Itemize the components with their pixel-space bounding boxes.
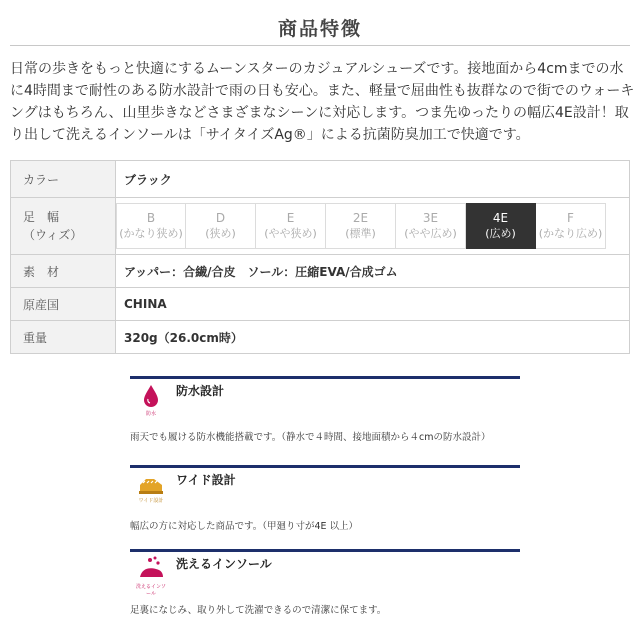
- feature-description: 雨天でも履ける防水機能搭載です。（静水で４時間、接地面積から４cmの防水設計）: [130, 432, 491, 443]
- width-code: 4E: [492, 211, 509, 225]
- feature-top-bar: [130, 465, 520, 468]
- color-value: ブラック: [116, 161, 630, 198]
- width-option-f: [536, 203, 606, 249]
- spec-row-color: [11, 161, 630, 198]
- width-sublabel: （ウィズ）: [23, 228, 83, 242]
- width-code: E: [286, 211, 295, 225]
- width-desc: (かなり広め): [538, 227, 603, 240]
- width-option-b: [116, 203, 186, 249]
- feature-top-bar: [130, 376, 520, 379]
- spec-row-weight: [11, 321, 630, 354]
- water-drop-icon: [136, 382, 166, 416]
- feature-description: 幅広の方に対応した商品です。（甲廻り寸が4E 以上）: [130, 521, 359, 532]
- section-title: 商品特徴: [277, 18, 362, 40]
- width-desc: (標準): [345, 227, 376, 240]
- feature-waterproof: [130, 376, 520, 451]
- icon-caption: 防水: [145, 411, 156, 417]
- width-option-4e: [466, 203, 536, 249]
- feature-description: 足裏になじみ、取り外して洗濯できるので清潔に保てます。: [130, 605, 387, 616]
- width-desc: (やや広め): [404, 227, 457, 240]
- spec-row-material: [11, 255, 630, 288]
- spec-table: [10, 160, 630, 354]
- weight-label: 重量: [11, 321, 116, 354]
- width-option-3e: [396, 203, 466, 249]
- width-desc: (やや狭め): [264, 227, 317, 240]
- width-desc: (狭め): [205, 227, 236, 240]
- width-code: F: [567, 211, 574, 225]
- material-value: アッパー：合繊/合皮 ソール：圧縮EVA/合成ゴム: [116, 255, 630, 288]
- feature-top-bar: [130, 549, 520, 552]
- width-option-2e: [326, 203, 396, 249]
- origin-label: 原産国: [11, 288, 116, 321]
- weight-value: 320g（26.0cm時）: [116, 321, 630, 354]
- feature-title: 洗えるインソール: [176, 557, 272, 571]
- width-desc: (かなり狭め): [119, 227, 183, 240]
- intro-text: 日常の歩きをもっと快適にするムーンスターのカジュアルシューズです。接地面から4cmまでの水に4時間まで耐性のある防水設計で雨の日も安心。また、軽量で屈曲性も抜群なので街でのウォーキングはもちろん、山里歩きなどさまざまなシーンに対応します。つま先ゆったりの幅広4E設計！取り出して洗えるインソールは「サイタイズAg®」による抗菌防臭加工で快適です。: [10, 61, 635, 143]
- width-value-cell: [116, 198, 630, 255]
- width-code: 3E: [422, 211, 439, 225]
- width-code: B: [146, 211, 156, 225]
- width-code: 2E: [352, 211, 369, 225]
- spec-row-width: [11, 198, 630, 255]
- width-desc: (広め): [485, 227, 516, 240]
- spec-row-origin: [11, 288, 630, 321]
- width-code: D: [215, 211, 226, 225]
- icon-caption: 洗えるインソール: [136, 584, 167, 597]
- wide-shoe-icon: [136, 471, 166, 505]
- feature-title: ワイド設計: [176, 473, 236, 487]
- feature-washable-insole: [130, 549, 520, 629]
- width-options: [116, 199, 628, 253]
- feature-title: 防水設計: [176, 384, 225, 398]
- icon-caption: ワイド設計: [138, 498, 164, 504]
- washable-insole-icon: [136, 555, 167, 597]
- width-label: 足 幅: [23, 210, 60, 224]
- material-label: 素 材: [11, 255, 116, 288]
- width-label-cell: [11, 198, 116, 255]
- width-option-d: [186, 203, 256, 249]
- title-divider: [10, 45, 630, 46]
- color-label: カラー: [11, 161, 116, 198]
- origin-value: CHINA: [116, 288, 630, 321]
- feature-wide: [130, 465, 520, 535]
- width-option-e: [256, 203, 326, 249]
